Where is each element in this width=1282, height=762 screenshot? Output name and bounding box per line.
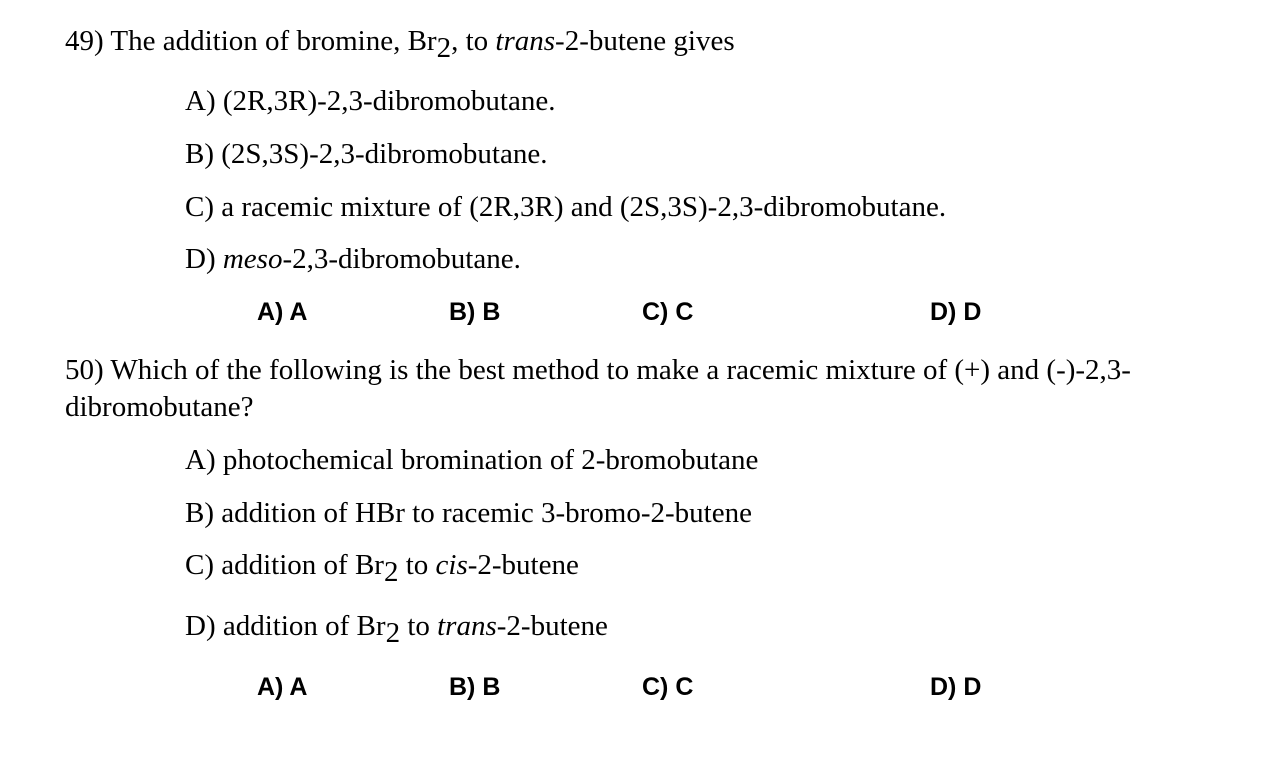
question-50-number: 50) — [65, 354, 104, 386]
question-49-text: The addition of bromine, Br2, to trans-2-butene gives — [110, 25, 735, 64]
question-50-answer-c[interactable]: C) C — [642, 673, 694, 701]
question-49-answer-c[interactable]: C) C — [642, 298, 694, 326]
question-50-text-line1: Which of the following is the best method to make a racemic mixture of (+) and (-)-2,3- — [110, 354, 1131, 386]
question-50-option-b: B) addition of HBr to racemic 3-bromo-2-butene — [185, 497, 752, 529]
question-50-answer-a[interactable]: A) A — [257, 673, 308, 701]
question-49-option-d: D) meso-2,3-dibromobutane. — [185, 243, 521, 275]
question-50-option-c: C) addition of Br2 to cis-2-butene — [185, 549, 579, 588]
question-49-answer-a[interactable]: A) A — [257, 298, 308, 326]
question-49-number: 49) — [65, 25, 104, 57]
question-49-option-a: A) (2R,3R)-2,3-dibromobutane. — [185, 85, 556, 117]
question-50-option-a: A) photochemical bromination of 2-bromobutane — [185, 444, 759, 476]
question-50-option-d: D) addition of Br2 to trans-2-butene — [185, 610, 608, 649]
question-49-answer-b[interactable]: B) B — [449, 298, 501, 326]
question-50-text-line2: dibromobutane? — [65, 391, 254, 423]
question-49-stem — [65, 25, 735, 64]
question-49-option-b: B) (2S,3S)-2,3-dibromobutane. — [185, 138, 548, 170]
question-49-option-c: C) a racemic mixture of (2R,3R) and (2S,3S)-2,3-dibromobutane. — [185, 191, 947, 223]
question-50-answer-d[interactable]: D) D — [930, 673, 982, 701]
question-49-answer-d[interactable]: D) D — [930, 298, 982, 326]
question-50-stem — [65, 356, 1255, 385]
question-50-answer-b[interactable]: B) B — [449, 673, 501, 701]
